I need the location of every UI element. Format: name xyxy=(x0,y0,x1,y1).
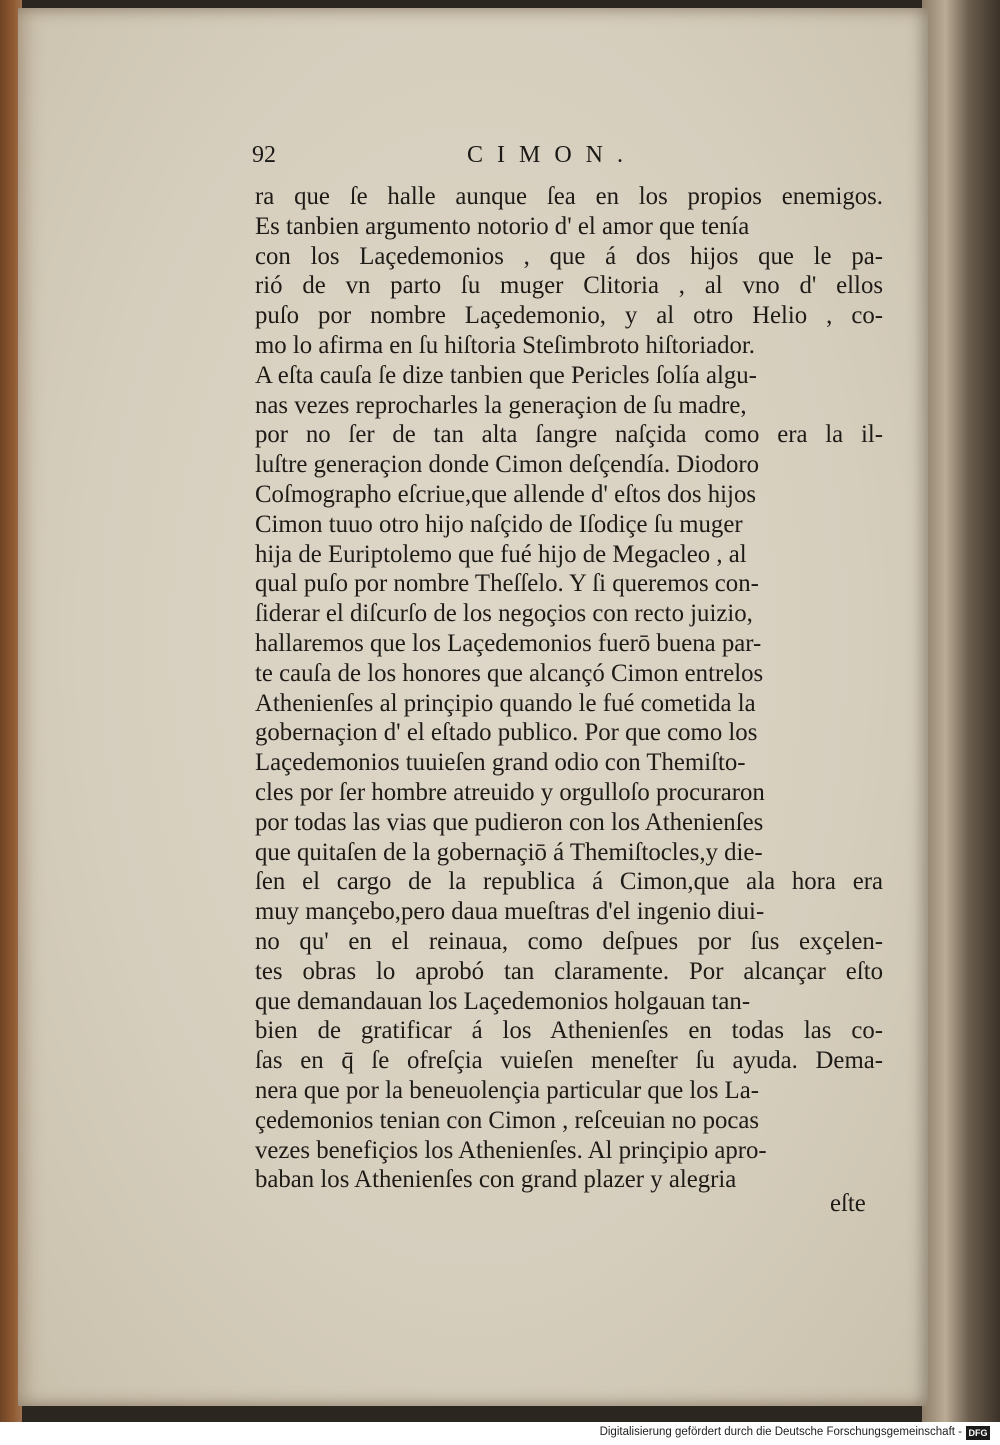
text-line: hija de Euriptolemo que fué hijo de Megacleo , al xyxy=(255,540,747,568)
page-number: 92 xyxy=(252,142,276,168)
text-line: nera que por la beneuolençia particular que los La- xyxy=(255,1076,759,1104)
text-line: luſtre generaçion donde Cimon deſçendía. Diodoro xyxy=(255,451,760,479)
text-line: por todas las vias que pudieron con los Athenienſes xyxy=(255,808,764,836)
text-line: mo lo afirma en ſu hiſtoria Steſimbroto hiſtoriador. xyxy=(255,331,755,359)
text-line: bien de gratificar á los Athenienſes en todas las co- xyxy=(255,1017,883,1045)
digitization-footer xyxy=(0,1422,1000,1445)
text-line: Coſmographo eſcriue,que allende d' eſtos dos hijos xyxy=(255,480,756,508)
text-line: ſas en q̄ ſe ofreſçia vuieſen meneſter ſu ayuda. Dema- xyxy=(255,1047,883,1075)
text-line: Athenienſes al prinçipio quando le fué cometida la xyxy=(255,689,756,717)
text-line: que demandauan los Laçedemonios holgauan tan- xyxy=(255,987,751,1015)
text-line: muy mançebo,pero daua mueſtras d'el ingenio diui- xyxy=(255,898,765,926)
running-head xyxy=(252,142,662,178)
text-line: baban los Athenienſes con grand plazer y alegria xyxy=(255,1166,737,1194)
chapter-title: CIMON. xyxy=(467,142,638,168)
text-line: puſo por nombre Laçedemonio, y al otro Helio , co- xyxy=(255,302,883,330)
text-line: Cimon tuuo otro hijo naſçido de Iſodiçe ſu muger xyxy=(255,510,743,538)
text-line: qual puſo por nombre Theſſelo. Y ſi queremos con- xyxy=(255,570,759,598)
dfg-logo: DFG xyxy=(966,1426,990,1440)
text-line: que quitaſen de la gobernaçiō á Themiſtocles,y die- xyxy=(255,838,763,866)
text-line: cles por ſer hombre atreuido y orgulloſo procuraron xyxy=(255,778,765,806)
body-text xyxy=(255,182,883,1195)
text-line: ſen el cargo de la republica á Cimon,que ala hora era xyxy=(255,868,883,896)
text-line: hallaremos que los Laçedemonios fuerō buena par- xyxy=(255,629,762,657)
text-line: çedemonios tenian con Cimon , reſceuian no pocas xyxy=(255,1106,760,1134)
text-line: tes obras lo aprobó tan claramente. Por alcançar eſto xyxy=(255,957,883,985)
text-line: ſiderar el diſcurſo de los negoçios con recto juizio, xyxy=(255,600,753,628)
text-line: te cauſa de los honores que alcançó Cimon entrelos xyxy=(255,659,764,687)
text-line: A eſta cauſa ſe dize tanbien que Pericles ſolía algu- xyxy=(255,361,757,389)
text-line: rió de vn parto ſu muger Clitoria , al vno d' ellos xyxy=(255,272,883,300)
text-line: por no ſer de tan alta ſangre naſçida como era la il- xyxy=(255,421,883,449)
text-line: no qu' en el reinaua, como deſpues por ſus exçelen- xyxy=(255,927,883,955)
text-line: vezes benefiçios los Athenienſes. Al prinçipio apro- xyxy=(255,1136,767,1164)
text-line: gobernaçion d' el eſtado publico. Por que como los xyxy=(255,719,758,747)
text-line: nas vezes reprocharles la generaçion de ſu madre, xyxy=(255,391,747,419)
text-line: con los Laçedemonios , que á dos hijos que le pa- xyxy=(255,242,883,270)
text-line: ra que ſe halle aunque ſea en los propios enemigos. xyxy=(255,183,883,210)
catchword: eſte xyxy=(830,1190,866,1217)
book-fore-edge xyxy=(922,0,1000,1422)
text-line: Laçedemonios tuuieſen grand odio con Themiſto- xyxy=(255,749,746,777)
funding-credit: Digitalisierung gefördert durch die Deutsche Forschungsgemeinschaft - xyxy=(599,1426,962,1438)
text-line: Es tanbien argumento notorio d' el amor que tenía xyxy=(255,212,750,240)
